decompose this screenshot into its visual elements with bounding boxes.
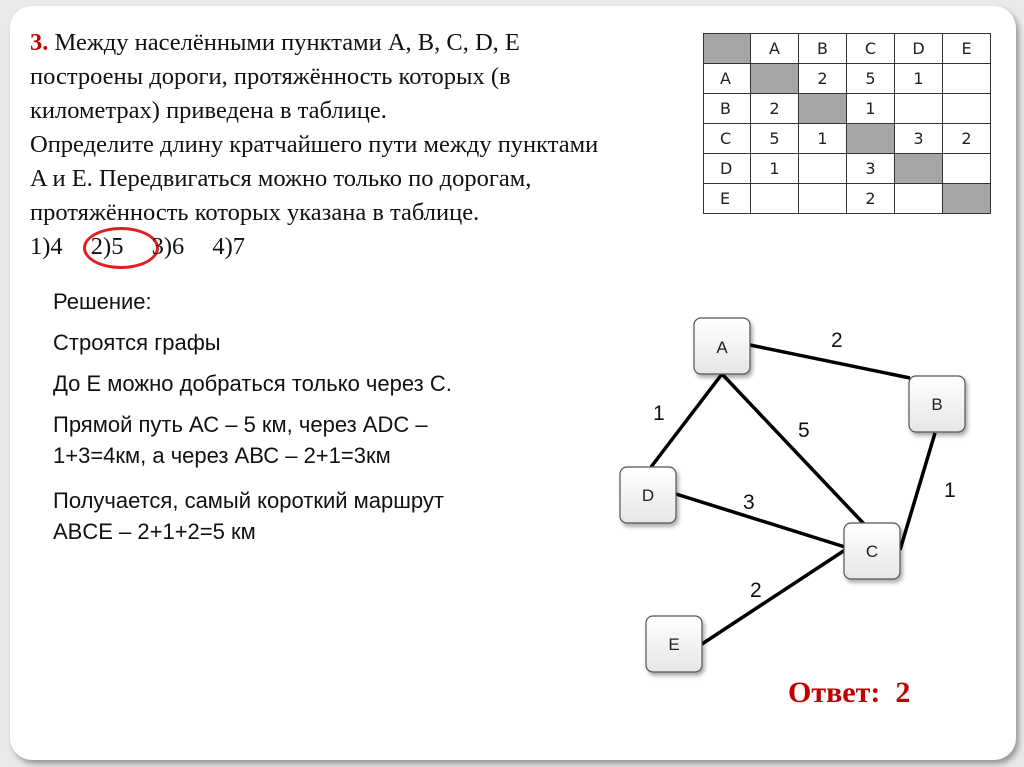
row-label: C bbox=[704, 124, 751, 154]
option-4: 4)7 bbox=[212, 233, 246, 260]
solution-title: Решение: bbox=[53, 289, 152, 314]
problem-line: построены дороги, протяжённость которых (в bbox=[30, 63, 511, 90]
table-cell: 5 bbox=[751, 124, 799, 154]
option-3: 3)6 bbox=[151, 233, 185, 260]
edge-b-c bbox=[900, 433, 935, 550]
row-label: B bbox=[704, 94, 751, 124]
table-cell: 3 bbox=[895, 124, 943, 154]
option-2-label: 2)5 bbox=[90, 233, 124, 260]
table-cell: 2 bbox=[751, 94, 799, 124]
node-b bbox=[909, 376, 965, 432]
table-cell: 2 bbox=[799, 64, 847, 94]
problem-number: 3. bbox=[30, 29, 49, 56]
option-1: 1)4 bbox=[30, 233, 63, 260]
table-header: C bbox=[847, 34, 895, 64]
problem-line: протяжённость которых указана в таблице. bbox=[30, 199, 480, 226]
node-d bbox=[620, 467, 676, 523]
edge-a-b bbox=[750, 345, 910, 378]
weight-a-d: 1 bbox=[653, 402, 665, 425]
weight-a-c: 5 bbox=[798, 419, 810, 442]
node-e bbox=[646, 616, 702, 672]
weight-a-b: 2 bbox=[831, 329, 843, 352]
table-header: A bbox=[751, 34, 799, 64]
table-cell: 1 bbox=[751, 154, 799, 184]
node-c bbox=[844, 523, 900, 579]
table-cell: 2 bbox=[847, 184, 895, 214]
solution-line: До Е можно добраться только через С. bbox=[53, 371, 452, 396]
table-cell: 1 bbox=[895, 64, 943, 94]
edge-e-c bbox=[702, 550, 845, 644]
row-label: A bbox=[704, 64, 751, 94]
solution-line: ABCE – 2+1+2=5 км bbox=[53, 519, 256, 544]
edge-d-c bbox=[676, 494, 845, 547]
table-cell: 1 bbox=[847, 94, 895, 124]
solution-line: Строятся графы bbox=[53, 330, 221, 355]
node-b-label: B bbox=[931, 395, 943, 414]
table-cell: 2 bbox=[943, 124, 991, 154]
node-a bbox=[694, 318, 750, 374]
problem-line: Между населёнными пунктами A, B, C, D, E bbox=[54, 29, 520, 56]
weight-d-c: 3 bbox=[743, 491, 755, 514]
table-cell: 3 bbox=[847, 154, 895, 184]
table-cell: 1 bbox=[799, 124, 847, 154]
node-a-label: A bbox=[716, 338, 728, 357]
solution-line: Прямой путь АС – 5 км, через ADC – bbox=[53, 412, 428, 437]
table-header: B bbox=[799, 34, 847, 64]
node-d-label: D bbox=[641, 486, 655, 505]
problem-line: A и E. Передвигаться можно только по дорогам, bbox=[30, 165, 532, 192]
solution-line: Получается, самый короткий маршрут bbox=[53, 488, 444, 513]
row-label: E bbox=[704, 184, 751, 214]
weight-b-c: 1 bbox=[944, 479, 956, 502]
problem-line: Определите длину кратчайшего пути между пунктами bbox=[30, 131, 599, 158]
table-header: D bbox=[895, 34, 943, 64]
node-e-label: E bbox=[668, 635, 680, 654]
weight-e-c: 2 bbox=[750, 579, 762, 602]
final-answer: Ответ: 2 bbox=[788, 676, 911, 709]
table-cell: 5 bbox=[847, 64, 895, 94]
solution-line: 1+3=4км, а через АВС – 2+1=3км bbox=[53, 443, 391, 468]
table-header: E bbox=[943, 34, 991, 64]
row-label: D bbox=[704, 154, 751, 184]
problem-line: километрах) приведена в таблице. bbox=[30, 97, 387, 124]
node-c-label: C bbox=[865, 542, 879, 561]
